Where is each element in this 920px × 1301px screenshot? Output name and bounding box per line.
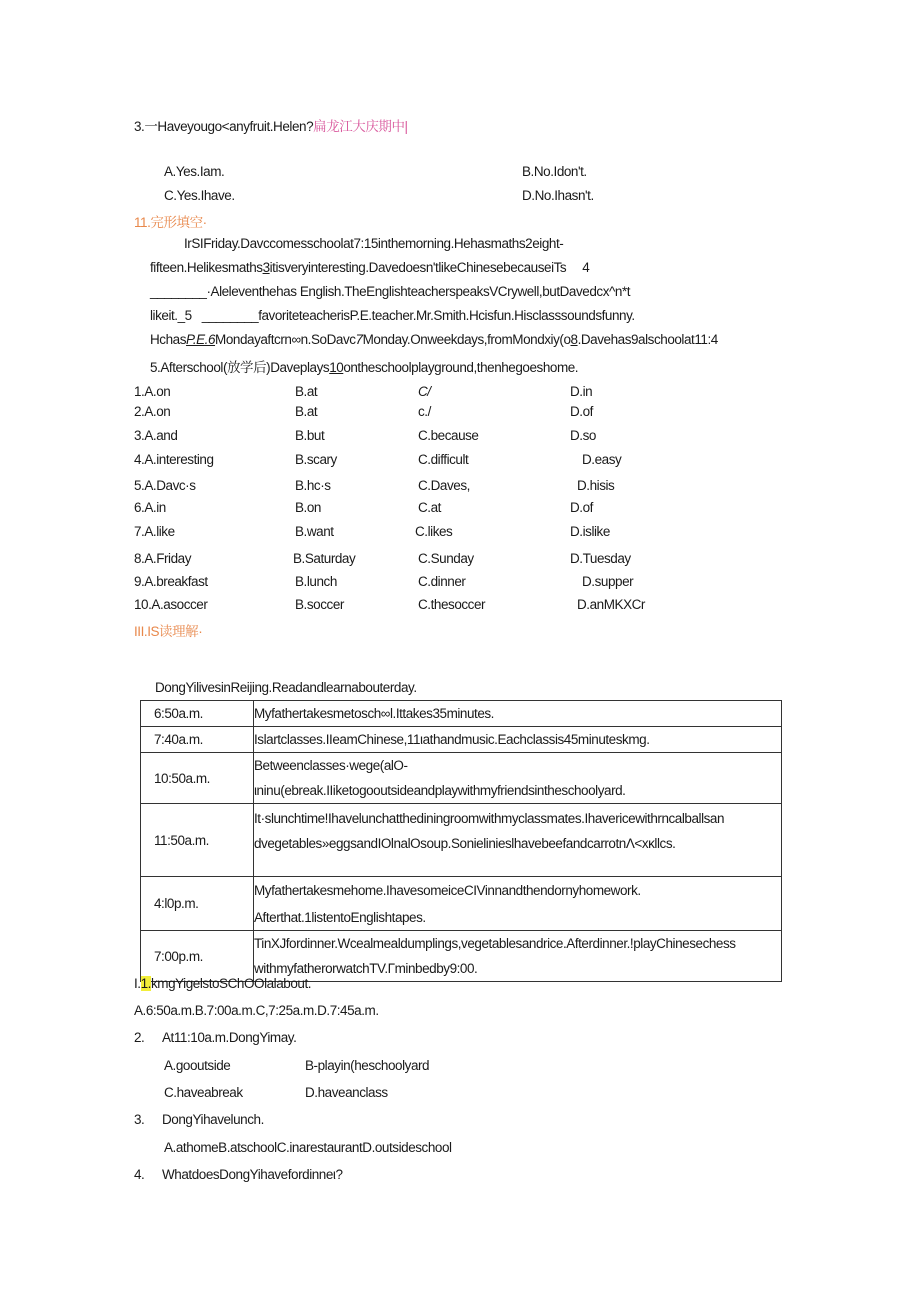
cloze-text: ontheschoolplayground,thenhegoeshome.: [343, 360, 579, 375]
activity-cell: [254, 701, 782, 727]
cloze-option: C.likes: [415, 524, 453, 539]
activity-cell: [254, 727, 782, 753]
reading-q3: DongYihavelunch.: [162, 1112, 264, 1127]
cloze-line-5: [150, 332, 718, 347]
cloze-text: itisveryinteresting.Davedoesn'tlikeChinesebecauseiTs: [269, 260, 567, 275]
q3-source: 扁龙江大庆期中|: [313, 119, 408, 134]
cloze-text: favoriteteacherisP.E.teacher.Mr.Smith.Hcisfun.Hisclasssoundsfunny.: [258, 308, 635, 323]
cloze-text: 5.Afterschool(: [150, 360, 227, 375]
q3-option-d: D.No.Ihasn't.: [522, 188, 594, 203]
cloze-text: fifteen.Helikesmaths: [150, 260, 263, 275]
cloze-text: Monday.Onweekdays,fromMondxiy(o: [362, 332, 571, 347]
cloze-option: B.hc·s: [295, 478, 331, 493]
activity-line: Islartclasses.IIeamChinese,11ιathandmusic.Eachclassis45minuteskmg.: [254, 732, 650, 747]
activity-cell: [254, 804, 782, 877]
activity-cell: [254, 931, 782, 982]
reading-q2-number: 2.: [134, 1030, 145, 1045]
cloze-option: 1.A.on: [134, 384, 171, 399]
q1-text: kmgYigelstoSChOOlalabout.: [150, 976, 312, 991]
activity-line: Myfathertakesmetosch∞l.Ittakes35minutes.: [254, 706, 494, 721]
cloze-blank-3: 3: [262, 260, 270, 275]
cloze-option: D.easy: [582, 452, 622, 467]
cloze-blank-10: 10: [329, 360, 344, 375]
cloze-option: B.want: [295, 524, 334, 539]
cloze-option: C.dinner: [418, 574, 466, 589]
reading-q2-option-d: D.haveanclass: [305, 1085, 388, 1100]
time-cell: 10:50a.m.: [141, 753, 254, 804]
q3-option-c: C.Yes.Ihave.: [164, 188, 235, 203]
activity-line: dvegetables»eggsandIOlnalOsoup.SonielinieslhavebeefandcarrotnΛ<xκllcs.: [254, 836, 676, 851]
reading-q4-number: 4.: [134, 1167, 145, 1182]
cloze-option: C.at: [418, 500, 441, 515]
cloze-option: D.of: [570, 500, 593, 515]
reading-q4: WhatdoesDongYihavefordinneι?: [162, 1167, 343, 1182]
reading-q1-options: A.6:50a.m.B.7:00a.m.C,7:25a.m.D.7:45a.m.: [134, 1003, 379, 1018]
activity-line: withmyfatherorwatchTV.Γminbedby9:00.: [254, 961, 478, 976]
cloze-option: B.scary: [295, 452, 337, 467]
reading-heading: III.IS读理解·: [134, 624, 203, 639]
cloze-option: 3.A.and: [134, 428, 178, 443]
cloze-option: C.thesoccer: [418, 597, 486, 612]
table-row: [141, 701, 782, 727]
table-row: [141, 877, 782, 931]
cloze-option: B.Saturday: [293, 551, 356, 566]
cloze-blank-6: P.E.6: [186, 332, 216, 347]
cloze-blank-5: likeit._5: [150, 308, 192, 323]
cloze-option: c./: [418, 404, 431, 419]
time-cell: 4:l0p.m.: [141, 877, 254, 931]
activity-line: Afterthat.1listentoEnglishtapes.: [254, 910, 426, 925]
table-row: [141, 753, 782, 804]
cloze-option: D.so: [570, 428, 596, 443]
q1-prefix: I.: [134, 976, 141, 991]
cloze-text: .Davehas9alschoolat11:4: [577, 332, 718, 347]
schedule-table: [140, 700, 782, 982]
cloze-option: D.islike: [570, 524, 610, 539]
table-row: [141, 727, 782, 753]
reading-q2-option-b: B-playin(heschoolyard: [305, 1058, 430, 1073]
time-cell: 7:40a.m.: [141, 727, 254, 753]
time-cell: 7:00p.m.: [141, 931, 254, 982]
cloze-option: C.difficult: [418, 452, 469, 467]
reading-q2-option-a: A.gooutside: [164, 1058, 231, 1073]
cloze-option: 5.A.Davc·s: [134, 478, 196, 493]
time-cell: 11:50a.m.: [141, 804, 254, 877]
cloze-text: Mondayaftcrn∞n.SoDavc: [215, 332, 356, 347]
activity-line: ιninu(ebreak.IIiketogooutsideandplaywithmyfriendsintheschoolyard.: [254, 783, 626, 798]
reading-q2: At11:10a.m.DongYimay.: [162, 1030, 297, 1045]
cloze-option: D.in: [570, 384, 593, 399]
cloze-line-1: IrSIFriday.Davccomesschoolat7:15inthemorning.Hehasmaths2eight-: [184, 236, 564, 251]
reading-q3-options: A.athomeB.atschoolC.inarestaurantD.outsideschool: [164, 1140, 452, 1155]
cloze-blank-line: ________: [201, 308, 259, 323]
cloze-option: 7.A.like: [134, 524, 175, 539]
reading-q2-option-c: C.haveabreak: [164, 1085, 243, 1100]
cloze-line-6: [150, 356, 578, 376]
cloze-option: C.Daves,: [418, 478, 470, 493]
cloze-option: B.but: [295, 428, 325, 443]
cloze-option: C.because: [418, 428, 479, 443]
cloze-option: D.supper: [582, 574, 634, 589]
cloze-line-4: [150, 308, 635, 323]
reading-q3-number: 3.: [134, 1112, 145, 1127]
activity-line: It·slunchtime!Ihavelunchatthediningroomwithmyclassmates.Ihavericewithrncalballsan: [254, 811, 725, 826]
cloze-line-3: ________·Aleleventhehas English.TheEnglishteacherspeaksVCrywell,butDavedcx^n*t: [150, 284, 631, 299]
cloze-option: 9.A.breakfast: [134, 574, 208, 589]
cloze-blank-4: 4: [582, 260, 590, 275]
table-row: [141, 931, 782, 982]
activity-line: Betweenclasses·wege(alO-: [254, 758, 408, 773]
activity-cell: [254, 753, 782, 804]
cloze-blank-7: 7: [355, 332, 363, 347]
table-row: [141, 804, 782, 877]
cloze-option: D.hisis: [577, 478, 615, 493]
reading-intro: DongYilivesinReijing.Readandlearnabouterday.: [155, 680, 417, 695]
cloze-option: 10.A.asoccer: [134, 597, 208, 612]
q3-stem: [134, 115, 408, 135]
cloze-option: D.of: [570, 404, 593, 419]
cloze-option: B.at: [295, 404, 318, 419]
cloze-line-2: [150, 260, 589, 275]
cloze-option: D.Tuesday: [570, 551, 631, 566]
cloze-option: C.Sunday: [418, 551, 474, 566]
q3-option-a: A.Yes.Iam.: [164, 164, 225, 179]
cloze-option: 2.A.on: [134, 404, 171, 419]
cloze-blank-8: 8: [570, 332, 578, 347]
cloze-option: B.on: [295, 500, 321, 515]
cloze-gloss: 放学后: [227, 360, 267, 375]
cloze-option: 4.A.interesting: [134, 452, 214, 467]
cloze-option: 8.A.Friday: [134, 551, 192, 566]
q3-option-b: B.No.Idon't.: [522, 164, 587, 179]
cloze-option: B.at: [295, 384, 318, 399]
activity-cell: [254, 877, 782, 931]
activity-line: Myfathertakesmehome.IhavesomeiceCIVinnandthendornyhomework.: [254, 883, 641, 898]
q3-stem-text: 3.一Haveyougo<anyfruit.Helen?: [134, 119, 314, 134]
cloze-option: C/: [418, 384, 431, 399]
cloze-option: 6.A.in: [134, 500, 166, 515]
cloze-option: B.lunch: [295, 574, 337, 589]
reading-q1: [134, 976, 311, 991]
cloze-text: )Daveplays: [266, 360, 330, 375]
activity-line: TinXJfordinner.Wcealmealdumplings,vegetablesandrice.Afterdinner.!playChinesechess: [254, 936, 736, 951]
time-cell: 6:50a.m.: [141, 701, 254, 727]
q1-number: 1.: [140, 976, 151, 991]
cloze-heading: 11.完形填空·: [134, 215, 207, 230]
cloze-option: B.soccer: [295, 597, 344, 612]
cloze-option: D.anMKXCr: [577, 597, 645, 612]
cloze-text: Hchas: [150, 332, 187, 347]
